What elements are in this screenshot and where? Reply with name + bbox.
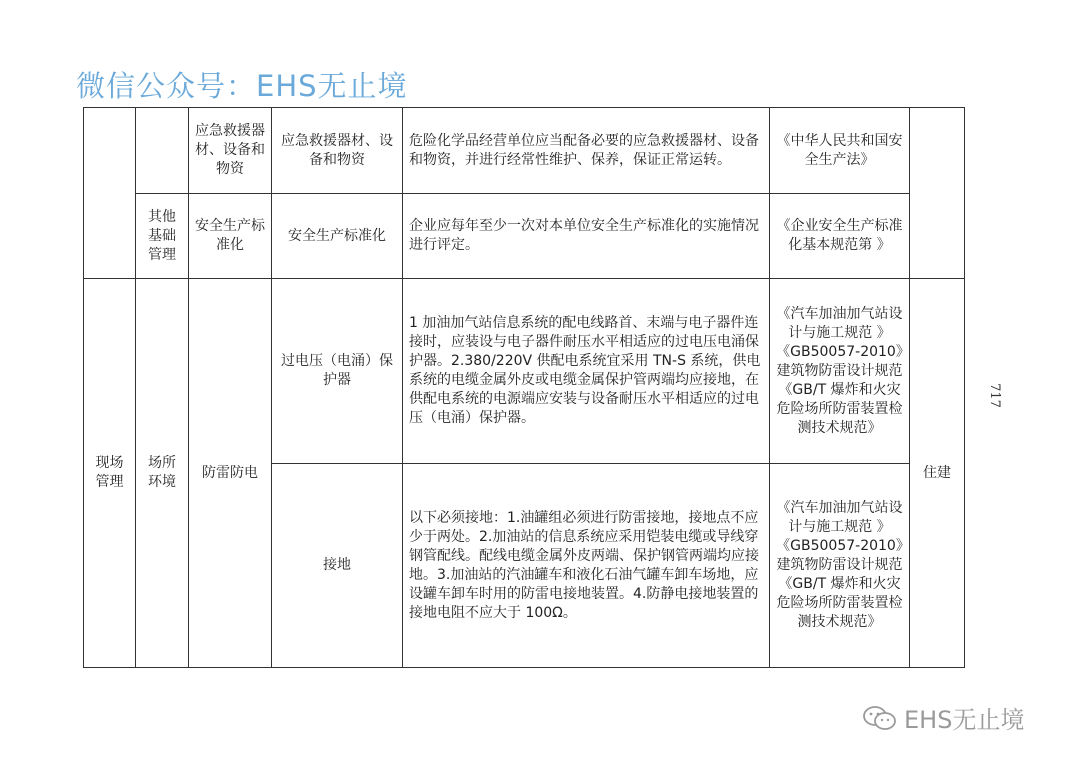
requirement-cell: 1 加油加气站信息系统的配电线路首、末端与电子器件连接时，应装设与电子器件耐压水平相适应的过电压电涌保护器。2.380/220V 供配电系统宜采用 TN-S 系统，供电系统的电缆金属外皮或电缆金属保护管两端均应接地，在供配电系统的电源端应安装与设备耐压水平相适应的过电压（电涌）保护器。 xyxy=(403,279,770,464)
requirement-cell: 企业应每年至少一次对本单位安全生产标准化的实施情况进行评定。 xyxy=(403,194,770,279)
empty-department-cell xyxy=(910,108,965,279)
regulation-table xyxy=(83,107,965,668)
subcategory-cell: 其他基础管理 xyxy=(136,194,189,279)
table-row xyxy=(84,108,965,194)
requirement-cell: 危险化学品经营单位应当配备必要的应急救援器材、设备和物资，并进行经常性维护、保养，保证正常运转。 xyxy=(403,108,770,194)
item-cell: 安全生产标准化 xyxy=(189,194,272,279)
table-row xyxy=(84,194,965,279)
subcategory-cell: 场所环境 xyxy=(136,279,189,668)
standard-cell: 《汽车加油加气站设计与施工规范 》《GB50057-2010》建筑物防雷设计规范《GB/T 爆炸和火灾危险场所防雷装置检测技术规范》 xyxy=(770,279,910,464)
empty-subcategory-cell xyxy=(136,108,189,194)
watermark-text: EHS无止境 xyxy=(904,706,1025,734)
watermark xyxy=(862,700,1024,735)
item-cell: 防雷防电 xyxy=(189,279,272,668)
standard-cell: 《企业安全生产标准化基本规范第 》 xyxy=(770,194,910,279)
topic-cell: 过电压（电涌）保护器 xyxy=(272,279,403,464)
topic-cell: 接地 xyxy=(272,464,403,668)
topic-cell: 应急救援器材、设备和物资 xyxy=(272,108,403,194)
table-row xyxy=(84,279,965,464)
department-cell: 住建 xyxy=(910,279,965,668)
requirement-cell: 以下必须接地：1.油罐组必须进行防雷接地，接地点不应少于两处。2.加油站的信息系统应采用铠装电缆或导线穿钢管配线。配线电缆金属外皮两端、保护钢管两端均应接地。3.加油站的汽油罐车和液化石油气罐车卸车场地，应设罐车卸车时用的防雷电接地装置。4.防静电接地装置的接地电阻不应大于 100Ω。 xyxy=(403,464,770,668)
standard-cell: 《中华人民共和国安全生产法》 xyxy=(770,108,910,194)
wechat-icon xyxy=(862,705,898,731)
page-header-title: 微信公众号：EHS无止境 xyxy=(76,69,408,103)
empty-category-cell xyxy=(84,108,136,279)
standard-cell: 《汽车加油加气站设计与施工规范 》《GB50057-2010》建筑物防雷设计规范《GB/T 爆炸和火灾危险场所防雷装置检测技术规范》 xyxy=(770,464,910,668)
category-cell: 现场管理 xyxy=(84,279,136,668)
topic-cell: 安全生产标准化 xyxy=(272,194,403,279)
item-cell: 应急救援器材、设备和物资 xyxy=(189,108,272,194)
page-number: 717 xyxy=(986,383,1002,408)
